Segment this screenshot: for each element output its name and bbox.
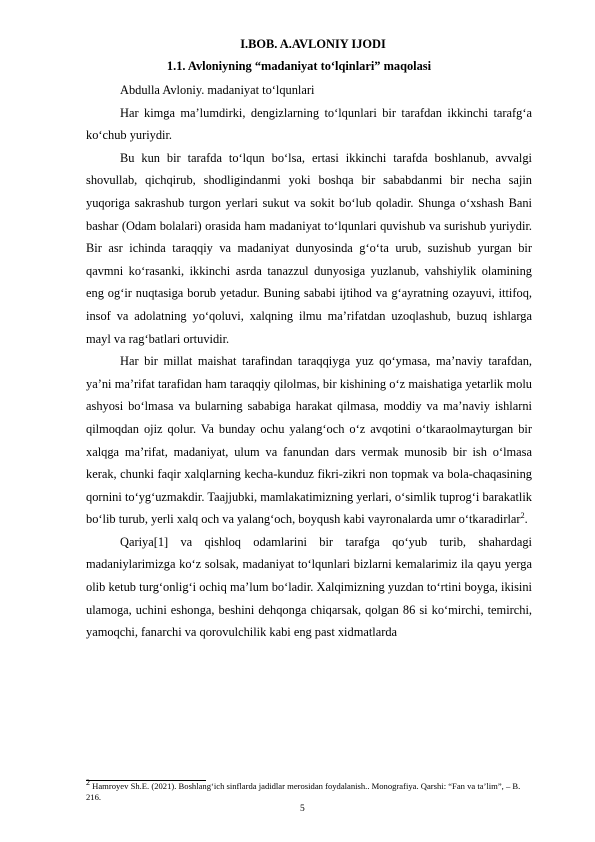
section-title: 1.1. Avloniyning “madaniyat to‘lqinlari” maqolasi [166,59,432,73]
footnote [86,778,536,803]
paragraph-3 [86,350,532,531]
paragraph-4: Qariya[1] va qishloq odamlarini bir tarafga qo‘yub turib, shahardagi madaniylarimizga ko‘z solsak, madaniyat to‘lqunlari bizlarni kemalarimiz ila qayu yerga olib ketub turg‘onlig‘i ochiq ma’lum bo‘ladir. Xalqimizning yuzdan to‘rtini boyga, ikisini ulamoga, uchini eshonga, beshini dehqonga chiqarsak, qolgan 86 si ko‘mirchi, temirchi, yamoqchi, fanarchi va qorovulchilik kabi eng past xidmatlarda [86,534,532,640]
footnote-reference[interactable]: 2 [520,511,525,521]
footnote-text: Hamroyev Sh.E. (2021). Boshlang‘ich sinflarda jadidlar merosidan foydalanish.. Monografiya. Qarshi: “Fan va ta’lim”, – B. 216. [86,781,521,802]
page-number: 5 [300,804,305,814]
paragraph-3-end: . [524,512,528,527]
author-line-text: Abdulla Avloniy. madaniyat to‘lqunlari [120,83,315,97]
paragraph-1: Har kimga ma’lumdirki, dengizlarning to‘lqunlari bir tarafdan ikkinchi tarafg‘a ko‘chub yuriydir. [86,105,532,143]
chapter-title: I.BOB. A.AVLONIY IJODI [240,37,386,51]
author-line [86,79,532,102]
body-text [86,102,532,644]
footnote-marker: 2 [86,778,90,788]
paragraph-3-text: Har bir millat maishat tarafindan taraqqiyga yuz qo‘ymasa, ma’naviy tarafdan, ya’ni ma’rifat tarafidan ham taraqqiy qilolmas, bir kishining o‘z maishatiga yetarlik molu ashyosi bo‘lmasa va bularning sababiga harakat qilmasa, moddiy va ma’naviy ishlarni qilmoqdan ojiz qolur. Va bunday ochu yalang‘och o‘z avqotini o‘tkaraolmayturgan bir xalqga ma’rifat, madaniyat, ulum va fanundan dars vermak munosib bir ish o‘lmasa kerak, chunki faqir xalqlarning kecha-kunduz fikri-zikri non topmak va bola-chaqasining qornini to‘yg‘uzmakdir. Taajjubki, mamlakatimizning yerlari, o‘simlik tuprog‘i barakatlik bo‘lib turub, yerli xalq och va yalang‘och, boyqush kabi vayronalarda umr o‘tkaradirlar [86,354,532,527]
paragraph-2: Bu kun bir tarafda to‘lqun bo‘lsa, ertasi ikkinchi tarafda boshlanub, avvalgi shovullab, qichqirub, shodligindanmi yoki boshqa bir sababdanmi bir necha sajin yuqoriga sakrashub turgon yerlari sukut va sokit bo‘lub qoladir. Shunga o‘xshash Bani bashar (Odam bolalari) orasida ham madaniyat to‘lqunlari quvishub va surishub yuriydir. Bir asr ichinda taraqqiy va madaniyat dunyosinda g‘o‘ta urub, suzishub yurgan bir qavmni ko‘rasanki, ikkinchi asrda tanazzul dunyosiga yuzlanub, vahshiylik olamining eng og‘ir nuqtasiga borub yetadur. Buning sababi ijtihod va g‘ayratning ozayuvi, ittifoq, insof va adolatning yo‘qoluvi, xalqning ilmu ma’rifatdan uzoqlashub, buzuq ishlarga mayl va rag‘batlari ortuvidir. [86,150,532,346]
